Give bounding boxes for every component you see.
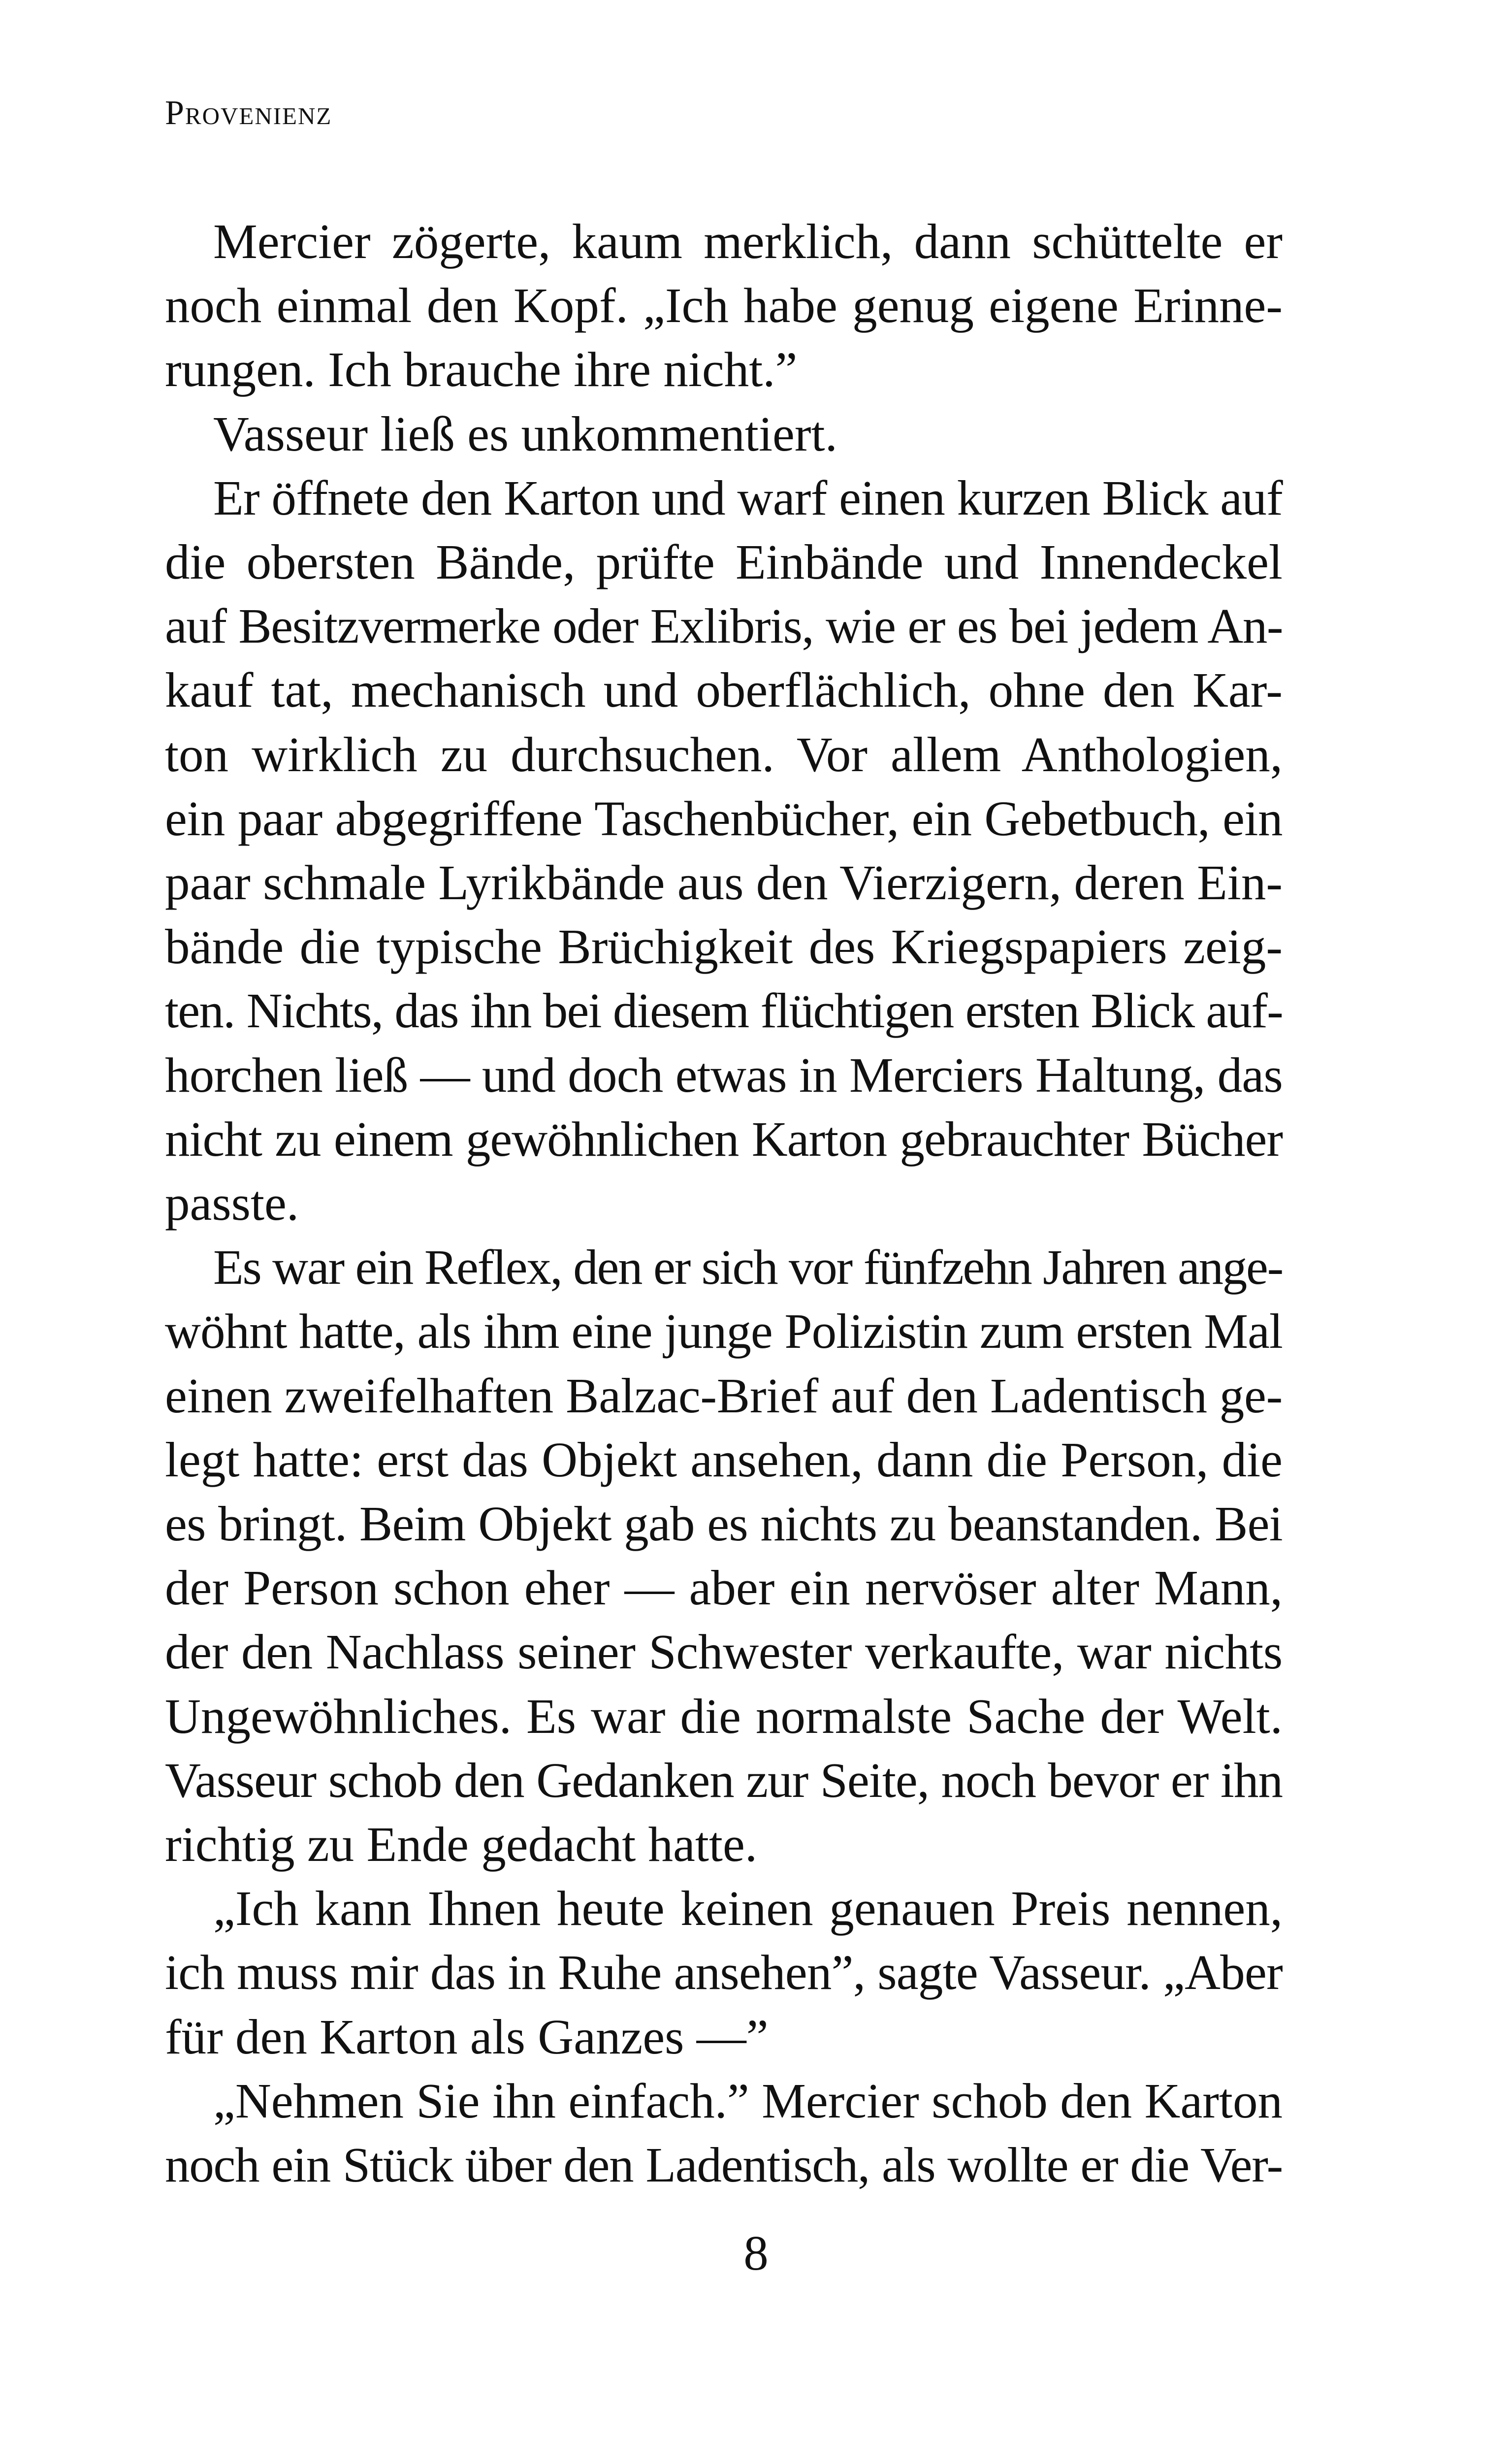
- text-line: noch einmal den Kopf. „Ich habe genug eigene Erinne-: [165, 278, 1283, 333]
- text-line: ten. Nichts, das ihn bei diesem flüchtigen ersten Blick auf-: [165, 983, 1283, 1039]
- text-line: noch ein Stück über den Ladentisch, als wollte er die Ver-: [165, 2137, 1283, 2193]
- text-line: „Nehmen Sie ihn einfach.” Mercier schob den Karton: [213, 2073, 1283, 2128]
- text-line: kauf tat, mechanisch und oberflächlich, ohne den Kar-: [165, 662, 1283, 718]
- text-line: es bringt. Beim Objekt gab es nichts zu beanstanden. Bei: [165, 1496, 1283, 1552]
- text-line: legt hatte: erst das Objekt ansehen, dann die Person, die: [165, 1432, 1283, 1487]
- text-line: ein paar abgegriffene Taschenbücher, ein Gebetbuch, ein: [165, 790, 1283, 846]
- text-line: Er öffnete den Karton und warf einen kurzen Blick auf: [213, 470, 1283, 525]
- text-line: wöhnt hatte, als ihm eine junge Polizistin zum ersten Mal: [165, 1303, 1283, 1359]
- text-line: Vasseur ließ es unkommentiert.: [213, 406, 837, 461]
- text-line: Ungewöhnliches. Es war die normalste Sache der Welt.: [165, 1688, 1283, 1744]
- running-head: Provenienz: [165, 94, 332, 132]
- text-line: Mercier zögerte, kaum merklich, dann schüttelte er: [213, 214, 1283, 269]
- text-line: für den Karton als Ganzes —”: [165, 2009, 769, 2064]
- text-line: richtig zu Ende gedacht hatte.: [165, 1817, 758, 1872]
- text-line: ich muss mir das in Ruhe ansehen”, sagte Vasseur. „Aber: [165, 1945, 1283, 2000]
- text-line: horchen ließ — und doch etwas in Merciers Haltung, das: [165, 1047, 1283, 1103]
- text-line: Vasseur schob den Gedanken zur Seite, noch bevor er ihn: [165, 1752, 1283, 1808]
- text-line: einen zweifelhaften Balzac-Brief auf den Ladentisch ge-: [165, 1368, 1283, 1423]
- text-line: passte.: [165, 1175, 299, 1231]
- text-line: die obersten Bände, prüfte Einbände und Innendeckel: [165, 534, 1283, 590]
- paragraph: [165, 466, 1283, 1235]
- paragraph: [165, 402, 1283, 466]
- text-line: rungen. Ich brauche ihre nicht.”: [165, 342, 798, 397]
- text-line: auf Besitzvermerke oder Exlibris, wie er es bei jedem An-: [165, 598, 1283, 654]
- text-line: paar schmale Lyrikbände aus den Vierzigern, deren Ein-: [165, 855, 1283, 911]
- paragraph: [165, 2069, 1283, 2197]
- paragraph: [165, 1235, 1283, 1876]
- text-line: bände die typische Brüchigkeit des Kriegspapiers zeig-: [165, 919, 1283, 975]
- text-line: Es war ein Reflex, den er sich vor fünfzehn Jahren ange-: [213, 1239, 1283, 1295]
- text-line: nicht zu einem gewöhnlichen Karton gebrauchter Bücher: [165, 1111, 1283, 1167]
- paragraph: [165, 1876, 1283, 2069]
- body-text: [165, 209, 1283, 2197]
- text-line: der den Nachlass seiner Schwester verkaufte, war nichts: [165, 1624, 1283, 1680]
- text-line: der Person schon eher — aber ein nervöser alter Mann,: [165, 1560, 1283, 1616]
- page-number: 8: [743, 2225, 769, 2280]
- text-line: „Ich kann Ihnen heute keinen genauen Preis nennen,: [213, 1881, 1283, 1936]
- paragraph: [165, 209, 1283, 402]
- text-line: ton wirklich zu durchsuchen. Vor allem Anthologien,: [165, 726, 1283, 782]
